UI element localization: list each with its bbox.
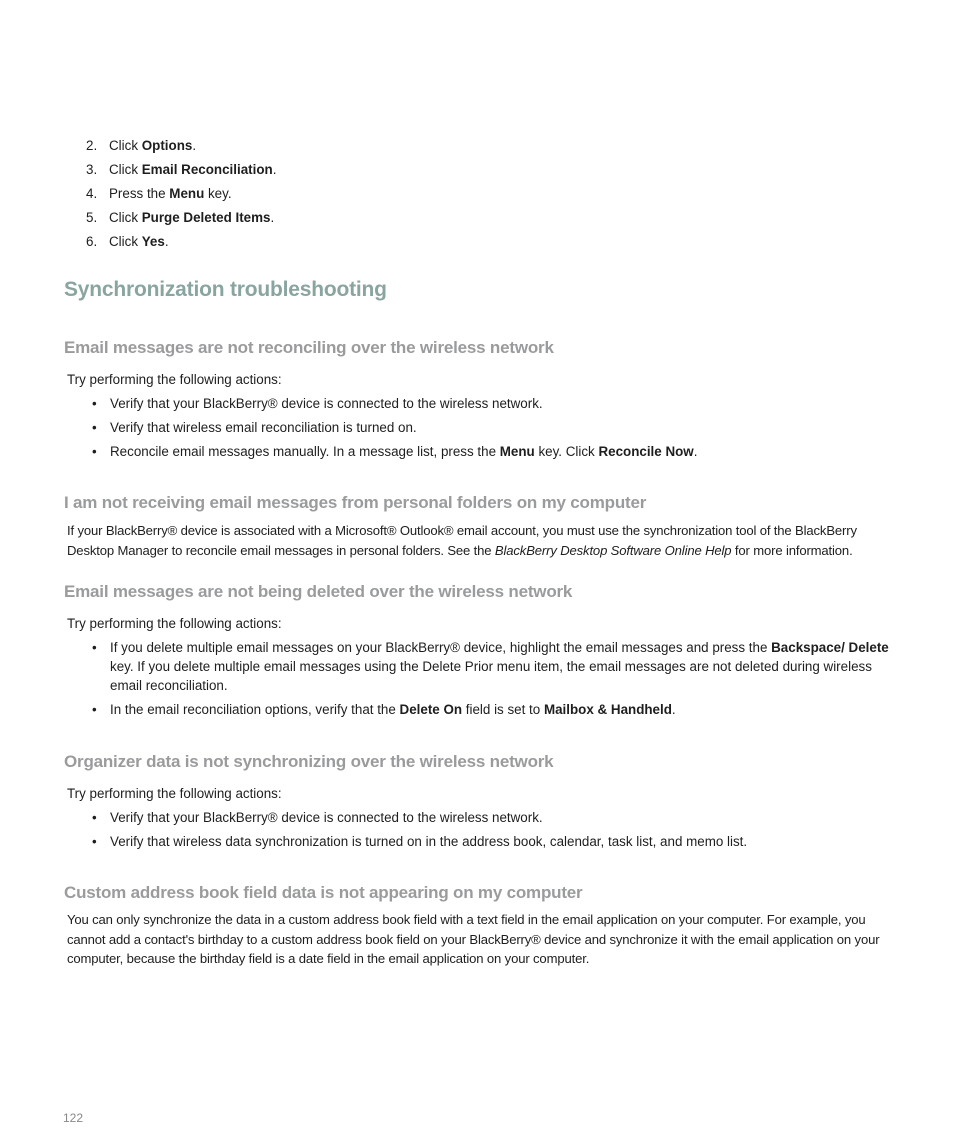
list-item-text: Reconcile email messages manually. In a message list, press the — [110, 444, 500, 459]
step-text: Click — [109, 210, 142, 225]
bullet-icon: • — [92, 420, 97, 435]
step-number: 6. — [86, 234, 98, 249]
step-item — [86, 160, 276, 184]
list-item-text: . — [693, 444, 698, 459]
paragraph-text: If your BlackBerry® device is associated with a Microsoft® Outlook® email account, you must use the synchronization tool of the BlackBerry Desktop Manager to reconcile email messages in personal folders. See the — [67, 523, 857, 558]
help-reference: BlackBerry Desktop Software Online Help — [494, 542, 732, 558]
list-item — [92, 442, 892, 461]
step-text: . — [192, 138, 197, 153]
page-heading: Synchronization troubleshooting — [64, 278, 387, 301]
list-item-text: Verify that wireless email reconciliation is turned on. — [110, 420, 417, 435]
section-intro: Try performing the following actions: — [67, 372, 282, 387]
section-paragraph: You can only synchronize the data in a custom address book field with a text field in the email application on your computer. For example, you cannot add a contact's birthday to a custom address book field on your BlackBerry® device and synchronize it with the email application on your computer, because the birthday field is a date field in the email application on your computer. — [67, 912, 880, 966]
bullet-icon: • — [92, 702, 97, 717]
list-item — [92, 832, 892, 851]
list-item-text: If you delete multiple email messages on your BlackBerry® device, highlight the email messages and press the — [110, 640, 772, 655]
step-number: 3. — [86, 162, 98, 177]
bullet-icon: • — [92, 396, 97, 411]
page-number: 122 — [63, 1111, 84, 1125]
bullet-icon: • — [92, 834, 97, 849]
section-heading: Custom address book field data is not appearing on my computer — [64, 883, 583, 902]
step-bold: Email Reconciliation — [141, 162, 273, 177]
section-heading: Email messages are not being deleted over the wireless network — [64, 582, 573, 601]
list-item — [92, 700, 892, 719]
list-item-text: In the email reconciliation options, verify that the — [110, 702, 400, 717]
step-text: Press the — [109, 186, 170, 201]
bullet-icon: • — [92, 640, 97, 655]
step-text: Click — [109, 234, 142, 249]
list-item — [92, 394, 892, 413]
section-intro: Try performing the following actions: — [67, 616, 282, 631]
step-text: Click — [109, 138, 142, 153]
bullet-list — [92, 638, 892, 719]
list-item-text: . — [671, 702, 676, 717]
section-heading: Organizer data is not synchronizing over the wireless network — [64, 752, 554, 771]
paragraph-text: for more information. — [731, 542, 853, 558]
bullet-list — [92, 808, 892, 851]
bullet-icon: • — [92, 810, 97, 825]
list-item — [92, 638, 892, 695]
step-item — [86, 184, 276, 208]
step-bold: Options — [141, 138, 193, 153]
step-text: key. — [204, 186, 232, 201]
step-text: Click — [109, 162, 142, 177]
list-item-text: Verify that wireless data synchronization is turned on in the address book, calendar, task list, and memo list. — [110, 834, 748, 849]
list-item-bold: Menu — [499, 444, 535, 459]
step-bold: Yes — [141, 234, 165, 249]
bullet-list — [92, 394, 892, 461]
list-item-bold: Backspace/ Delete — [771, 640, 889, 655]
list-item-text: Verify that your BlackBerry® device is connected to the wireless network. — [110, 396, 543, 411]
step-text: . — [270, 210, 275, 225]
section-intro: Try performing the following actions: — [67, 786, 282, 801]
step-text: . — [164, 234, 169, 249]
step-item — [86, 208, 276, 232]
step-number: 4. — [86, 186, 98, 201]
list-item-text: field is set to — [462, 702, 544, 717]
list-item-bold: Mailbox & Handheld — [543, 702, 672, 717]
section-heading: I am not receiving email messages from personal folders on my computer — [64, 493, 647, 512]
list-item-bold: Delete On — [399, 702, 463, 717]
list-item-text: key. Click — [534, 444, 599, 459]
step-list — [86, 136, 276, 256]
bullet-icon: • — [92, 444, 97, 459]
section-paragraph — [67, 521, 897, 560]
list-item-bold: Reconcile Now — [598, 444, 694, 459]
step-item — [86, 136, 276, 160]
step-text: . — [272, 162, 277, 177]
step-number: 2. — [86, 138, 98, 153]
step-bold: Menu — [169, 186, 205, 201]
list-item-text: Verify that your BlackBerry® device is connected to the wireless network. — [110, 810, 543, 825]
list-item — [92, 418, 892, 437]
list-item-text: key. If you delete multiple email messages using the Delete Prior menu item, the email messages are not deleted during wireless email reconciliation. — [110, 659, 872, 693]
section-heading: Email messages are not reconciling over the wireless network — [64, 338, 554, 357]
step-item — [86, 232, 276, 256]
list-item — [92, 808, 892, 827]
step-bold: Purge Deleted Items — [141, 210, 271, 225]
step-number: 5. — [86, 210, 98, 225]
